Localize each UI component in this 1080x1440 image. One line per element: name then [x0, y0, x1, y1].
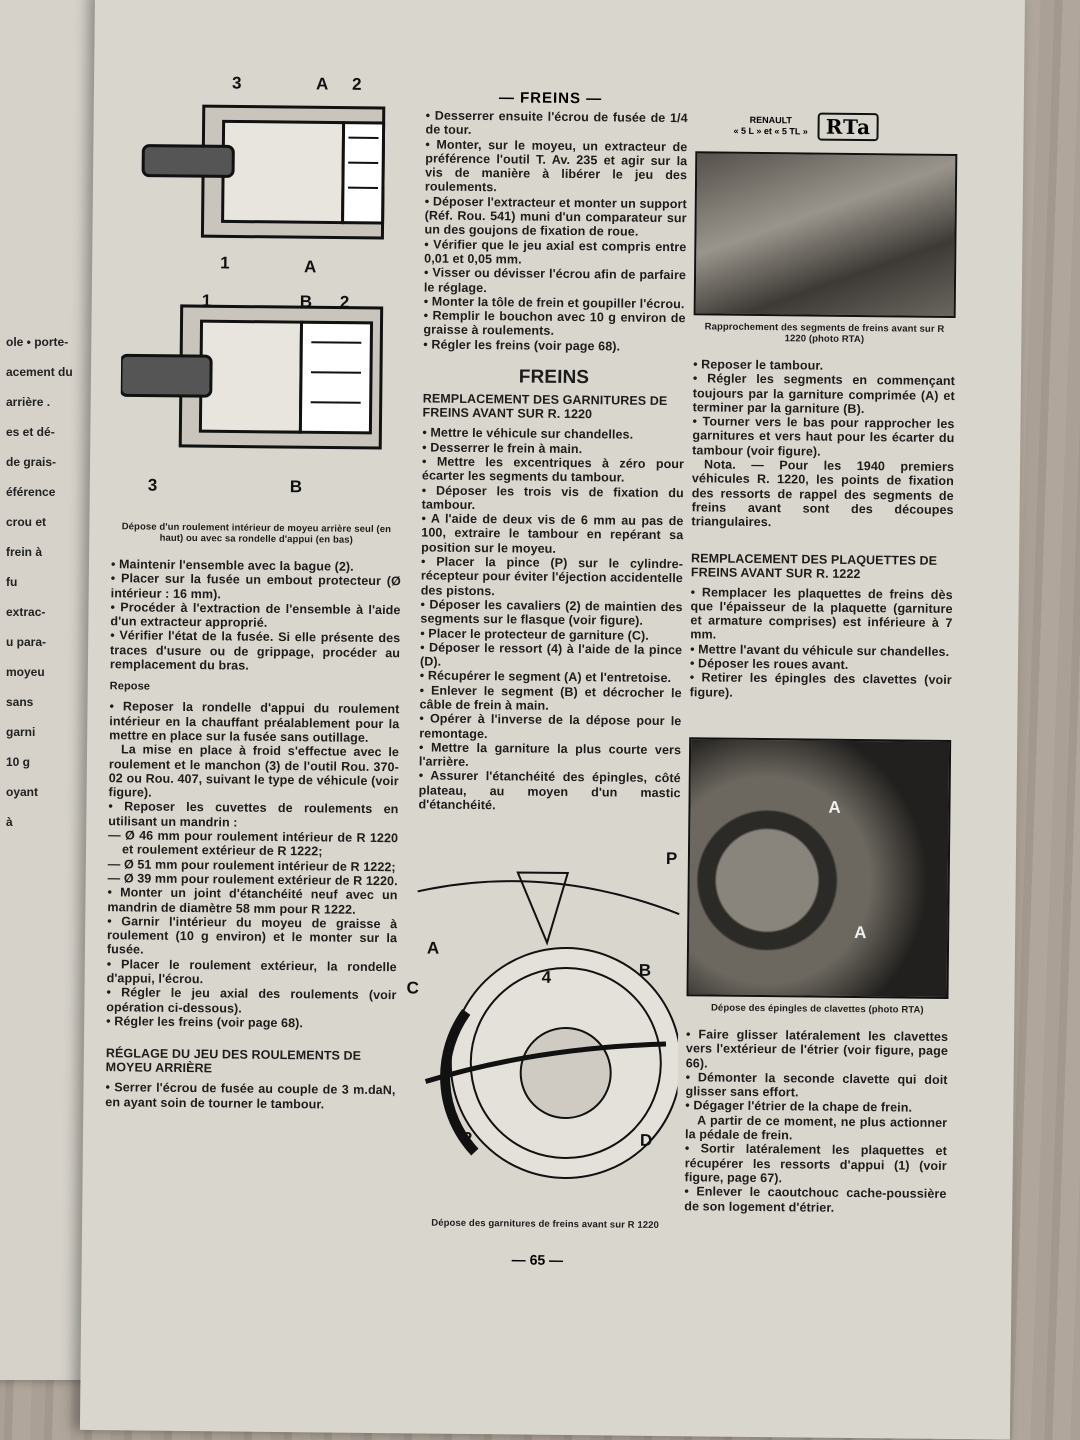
- subheading-repose: Repose: [109, 680, 151, 693]
- photo-brake-caliper: [686, 737, 951, 999]
- figure-label: D: [639, 1131, 653, 1151]
- left-page-text-fragment: à: [6, 815, 13, 829]
- figure-label: B: [638, 961, 652, 981]
- bullet-paragraph: • Régler les freins (voir page 68).: [106, 1014, 396, 1031]
- left-page-text-fragment: 10 g: [6, 755, 31, 769]
- left-page-text-fragment: de grais-: [6, 455, 57, 469]
- bullet-paragraph: • Vérifier l'état de la fusée. Si elle présente des traces d'usure ou de grippage, procéder au remplacement du bras.: [110, 629, 400, 675]
- paragraph-list: [423, 108, 688, 354]
- figure-label: 4: [541, 968, 552, 988]
- bullet-paragraph: — Ø 46 mm pour roulement intérieur de R 1220 et roulement extérieur de R 1222;: [108, 828, 399, 859]
- photo-caption: Rapprochement des segments de freins avant sur R 1220 (photo RTA): [704, 321, 945, 346]
- figure-label: A: [426, 938, 440, 959]
- bullet-paragraph: • Dégager l'étrier de la chape de frein.: [685, 1099, 947, 1116]
- manual-page: [80, 0, 1025, 1440]
- bullet-paragraph: • Assurer l'étanchéité des épingles, côté plateau, au moyen d'un mastic d'étanchéité.: [418, 769, 680, 815]
- paragraph: A partir de ce moment, ne plus actionner la pédale de frein.: [684, 1113, 948, 1143]
- bullet-paragraph: • Monter, sur le moyeu, un extracteur de préférence l'outil T. Av. 235 et agir sur la vis de manière à libérer le jeu des roulements.: [425, 137, 688, 197]
- brand-header: [733, 112, 879, 142]
- bullet-paragraph: • Mettre le véhicule sur chandelles.: [422, 426, 684, 443]
- nota-paragraph: Nota. — Pour les 1940 premiers véhicules R. 1220, les points de fixation des ressorts de rappel des segments de freins avant sont des découpes triangulaires.: [691, 457, 955, 530]
- section-heading: REMPLACEMENT DES PLAQUETTES DE FREINS AVANT SUR R. 1222: [690, 550, 938, 581]
- figure-label: A: [854, 922, 867, 943]
- figure-label: P: [665, 849, 678, 869]
- bullet-paragraph: • Enlever le segment (B) et décrocher le câble de frein à main.: [419, 683, 681, 714]
- bullet-paragraph: • Maintenir l'ensemble avec la bague (2).: [111, 557, 401, 574]
- column-left: [105, 515, 401, 1112]
- bullet-paragraph: • Reposer le tambour.: [693, 357, 955, 374]
- bullet-paragraph: • Retirer les épingles des clavettes (voir figure).: [690, 671, 952, 702]
- rta-logo: RTa: [818, 113, 879, 142]
- bullet-paragraph: — Ø 39 mm pour roulement extérieur de R 1220.: [107, 871, 398, 889]
- paragraph-list: [692, 357, 955, 460]
- bullet-paragraph: • Remplacer les plaquettes de freins dès que l'épaisseur de la plaquette (garniture et armature comprises) est inférieure à 7 mm.: [690, 585, 953, 645]
- bullet-paragraph: • Sortir latéralement les plaquettes et récupérer les ressorts d'appui (1) (voir figure, page 67).: [685, 1142, 947, 1188]
- bullet-paragraph: • Déposer les cavaliers (2) de maintien des segments sur le flasque (voir figure).: [420, 597, 682, 628]
- bullet-paragraph: • Régler les freins (voir page 68).: [423, 337, 685, 354]
- left-page-text-fragment: moyeu: [6, 665, 45, 679]
- bullet-paragraph: • Déposer les roues avant.: [690, 656, 952, 673]
- paragraph: La mise en place à froid s'effectue avec le roulement et le manchon (3) de l'outil Rou. 370-02 ou Rou. 407, suivant le type de véhicule (voir figure).: [108, 742, 400, 800]
- figure-label: A: [828, 797, 841, 817]
- paragraph-list: [108, 800, 398, 832]
- bullet-paragraph: • Vérifier que le jeu axial est compris entre 0,01 et 0,05 mm.: [424, 237, 686, 268]
- left-page-text-fragment: u para-: [6, 635, 47, 649]
- figure-label: 2: [351, 74, 362, 94]
- bullet-paragraph: • Déposer les trois vis de fixation du tambour.: [422, 483, 684, 514]
- bullet-paragraph: • Monter un joint d'étanchéité neuf avec un mandrin de diamètre 58 mm pour R 1222.: [107, 885, 397, 917]
- left-page-text-fragment: garni: [6, 725, 36, 739]
- left-page-text-fragment: oyant: [6, 785, 39, 799]
- photo-brake-shoes: [694, 151, 958, 318]
- bullet-paragraph: • Placer le protecteur de garniture (C).: [420, 626, 682, 643]
- left-page-text-fragment: éférence: [6, 485, 56, 499]
- bullet-paragraph: • Régler les segments en commençant toujours par la garniture comprimée (A) et terminer par la garniture (B).: [693, 372, 955, 418]
- paragraph-list: [105, 1080, 395, 1112]
- left-page-text-fragment: fu: [6, 575, 18, 589]
- figure-label: 1: [201, 291, 212, 311]
- bullet-paragraph: • Mettre la garniture la plus courte vers l'arrière.: [419, 740, 681, 771]
- figure-label: 3: [147, 475, 158, 495]
- bullet-paragraph: • Monter la tôle de frein et goupiller l'écrou.: [424, 294, 686, 311]
- brand-name: RENAULT: [749, 114, 792, 126]
- bearing-diagram: [120, 65, 424, 488]
- section-title: FREINS: [518, 366, 590, 389]
- running-title: — FREINS —: [498, 89, 603, 108]
- bullet-paragraph: • Mettre l'avant du véhicule sur chandelles.: [690, 642, 952, 659]
- bullet-paragraph: • Faire glisser latéralement les clavettes vers l'extérieur de l'étrier (voir figure, page 66).: [686, 1027, 948, 1073]
- bullet-paragraph: • Récupérer le segment (A) et l'entretoise.: [420, 669, 682, 686]
- paragraph-list: [108, 828, 399, 888]
- bullet-paragraph: • Remplir le bouchon avec 10 g environ de graisse à roulements.: [423, 309, 685, 340]
- figure-caption: Dépose d'un roulement intérieur de moyeu arrière seul (en haut) ou avec sa rondelle d'appui (en bas): [121, 521, 392, 546]
- bullet-paragraph: • Desserrer le frein à main.: [422, 440, 684, 457]
- paragraph-list: [684, 1142, 947, 1216]
- figure-label: A: [304, 257, 317, 277]
- bullet-paragraph: • A l'aide de deux vis de 6 mm au pas de 100, extraire le tambour en repérant sa position sur le moyeu.: [421, 512, 683, 558]
- section-heading: REMPLACEMENT DES GARNITURES DE FREINS AVANT SUR R. 1220: [422, 391, 668, 422]
- bullet-paragraph: • Tourner vers le bas pour rapprocher les garnitures et vers haut pour les écarter du tambour (voir figure).: [692, 414, 954, 460]
- paragraph-list: [110, 557, 401, 674]
- left-page-text-fragment: sans: [6, 695, 34, 709]
- figure-label: B: [299, 292, 313, 312]
- figure-label: 2: [462, 1129, 473, 1149]
- left-page-text-fragment: es et dé-: [6, 425, 55, 439]
- bullet-paragraph: • Enlever le caoutchouc cache-poussière de son logement d'étrier.: [684, 1184, 946, 1215]
- section-heading: RÉGLAGE DU JEU DES ROULEMENTS DE MOYEU ARRIÈRE: [105, 1046, 362, 1076]
- bullet-paragraph: • Reposer la rondelle d'appui du roulement intérieur en la chauffant préalablement pour la mettre en place sur la fusée sans outillage.: [109, 700, 399, 746]
- bullet-paragraph: • Démonter la seconde clavette qui doit glisser sans effort.: [685, 1070, 947, 1101]
- bullet-paragraph: • Mettre les excentriques à zéro pour écarter les segments du tambour.: [422, 454, 684, 485]
- bullet-paragraph: • Régler le jeu axial des roulements (voir opération ci-dessous).: [106, 985, 396, 1017]
- column-right: [684, 151, 957, 1215]
- figure-caption: Dépose des garnitures de freins avant sur R 1220: [431, 1217, 659, 1232]
- figure-label: C: [406, 978, 420, 998]
- left-page-text-fragment: frein à: [6, 545, 43, 559]
- figure-label: 3: [231, 73, 242, 93]
- figure-label: A: [315, 74, 329, 94]
- bullet-paragraph: • Déposer l'extracteur et monter un support (Réf. Rou. 541) muni d'un comparateur sur un des goujons de fixation de roue.: [424, 194, 686, 240]
- bullet-paragraph: • Déposer le ressort (4) à l'aide de la pince (D).: [420, 640, 682, 671]
- paragraph-list: [418, 426, 684, 815]
- figure-label: 1: [220, 253, 230, 273]
- brake-drum-figure: [406, 832, 680, 1215]
- bullet-paragraph: • Serrer l'écrou de fusée au couple de 3 m.daN, en ayant soin de tourner le tambour.: [105, 1080, 395, 1112]
- column-middle: [406, 108, 688, 1245]
- figure-label: 2: [339, 292, 350, 312]
- bullet-paragraph: • Placer le roulement extérieur, la rondelle d'appui, l'écrou.: [107, 957, 397, 989]
- bullet-paragraph: • Desserrer ensuite l'écrou de fusée de 1/4 de tour.: [425, 108, 687, 139]
- photo-caption: Dépose des épingles de clavettes (photo RTA): [710, 1002, 924, 1016]
- figure-label: B: [289, 477, 303, 497]
- bullet-paragraph: • Visser ou dévisser l'écrou afin de parfaire le réglage.: [424, 266, 686, 297]
- page-number: — 65 —: [511, 1251, 564, 1268]
- left-page-text-fragment: extrac-: [6, 605, 46, 619]
- bullet-paragraph: • Opérer à l'inverse de la dépose pour le remontage.: [419, 712, 681, 743]
- paragraph-list: [685, 1027, 948, 1116]
- paragraph-list: [690, 585, 953, 702]
- bullet-paragraph: • Procéder à l'extraction de l'ensemble à l'aide d'un extracteur approprié.: [110, 600, 400, 632]
- bullet-paragraph: • Placer la pince (P) sur le cylindre-récepteur pour éviter l'éjection accidentelle des pistons.: [421, 554, 683, 600]
- bullet-paragraph: • Placer sur la fusée un embout protecteur (Ø intérieur : 16 mm).: [111, 571, 401, 603]
- left-page-text-fragment: arrière .: [6, 395, 51, 409]
- brand-models: « 5 L » et « 5 TL »: [733, 125, 808, 137]
- bullet-paragraph: — Ø 51 mm pour roulement intérieur de R 1222;: [107, 856, 396, 874]
- paragraph-list: [106, 885, 397, 1031]
- left-page-text-fragment: acement du: [6, 365, 73, 379]
- bullet-paragraph: • Reposer les cuvettes de roulements en utilisant un mandrin :: [108, 800, 398, 832]
- left-page-text-fragment: crou et: [6, 515, 47, 529]
- paragraph-list: [109, 700, 399, 746]
- bullet-paragraph: • Garnir l'intérieur du moyeu de graisse à roulement (10 g environ) et le monter sur la fusée.: [107, 914, 397, 960]
- brake-drum-drawing: [414, 832, 680, 1215]
- left-page-text-fragment: ole • porte-: [6, 335, 69, 349]
